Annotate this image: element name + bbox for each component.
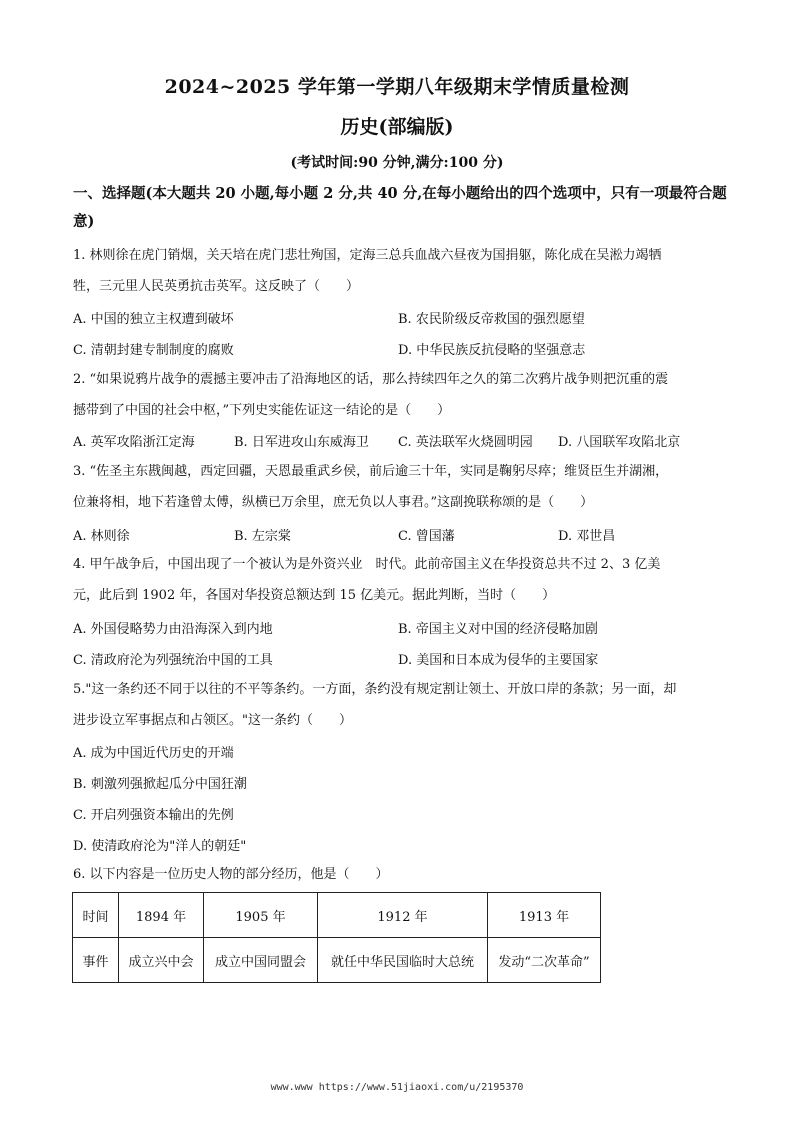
question-line: 牲，三元里人民英勇抗击英军。这反映了（ ） — [73, 279, 360, 294]
question-line: 撼带到了中国的社会中枢，”下列史实能佐证这一结论的是（ ） — [73, 403, 451, 418]
q2-option-b: B. 日军进攻山东威海卫 — [234, 435, 369, 450]
exam-info: (考试时间:90 分钟,满分:100 分) — [290, 155, 504, 171]
question-line: 4. 甲午战争后，中国出现了一个被认为是外资兴业 时代。此前帝国主义在华投资总共不过 2、3 亿美 — [73, 557, 661, 572]
question-line: 进步设立军事据点和占领区。"这一条约（ ） — [73, 713, 352, 728]
table-cell: 1913 年 — [488, 893, 601, 938]
question-1-stem — [73, 240, 723, 302]
question-line: 6. 以下内容是一位历史人物的部分经历，他是（ ） — [73, 867, 389, 882]
q2-option-c: C. 英法联军火烧圆明园 — [398, 435, 533, 450]
table-cell: 成立兴中会 — [119, 938, 204, 983]
q5-option-b: B. 刺激列强掀起瓜分中国狂潮 — [73, 777, 247, 792]
q4-option-d: D. 美国和日本成为侵华的主要国家 — [398, 653, 599, 668]
table-cell: 成立中国同盟会 — [204, 938, 318, 983]
table-cell: 1894 年 — [119, 893, 204, 938]
table-cell: 发动“二次革命” — [488, 938, 601, 983]
q2-option-a: A. 英军攻陷浙江定海 — [73, 435, 195, 450]
table-row — [73, 938, 601, 983]
q1-option-b: B. 农民阶级反帝救国的强烈愿望 — [398, 312, 585, 327]
q2-option-d: D. 八国联军攻陷北京 — [558, 435, 681, 450]
question-6-stem — [73, 859, 723, 890]
q5-option-d: D. 使清政府沦为"洋人的朝廷" — [73, 839, 247, 854]
table-cell: 1912 年 — [318, 893, 488, 938]
footer-watermark: www.www https://www.51jiaoxi.com/u/2195370 — [270, 1082, 524, 1093]
question-line: 5."这一条约还不同于以往的不平等条约。一方面，条约没有规定割让领土、开放口岸的条款；另一面，却 — [73, 682, 677, 697]
question-4-stem — [73, 549, 723, 611]
section-heading: 一、选择题(本大题共 20 小题,每小题 2 分,共 40 分,在每小题给出的四个选项中，只有一项最符合题意) — [73, 185, 727, 230]
q3-option-c: C. 曾国藩 — [398, 529, 455, 544]
table-cell: 时间 — [73, 893, 119, 938]
question-line: 元，此后到 1902 年，各国对华投资总额达到 15 亿美元。据此判断，当时（ ） — [73, 588, 556, 603]
question-line: 位兼将相，地下若逢曾太傅，纵横已万余里，庶无负以人事君。”这副挽联称颂的是（ ） — [73, 495, 594, 510]
question-line: 2. “如果说鸦片战争的震撼主要冲击了沿海地区的话，那么持续四年之久的第二次鸦片战争则把沉重的震 — [73, 372, 669, 387]
exam-title: 2024~2025 学年第一学期八年级期末学情质量检测 — [164, 76, 630, 98]
q3-option-d: D. 邓世昌 — [558, 529, 616, 544]
q4-option-c: C. 清政府沦为列强统治中国的工具 — [73, 653, 273, 668]
q3-option-b: B. 左宗棠 — [234, 529, 291, 544]
q1-option-c: C. 清朝封建专制制度的腐败 — [73, 343, 234, 358]
question-line: 3. “佐圣主东戡闽越，西定回疆，天恩最重武乡侯，前后逾三十年，实同是鞠躬尽瘁；维贤臣生并湖湘， — [73, 464, 669, 479]
table-row — [73, 893, 601, 938]
q3-option-a: A. 林则徐 — [73, 529, 130, 544]
q5-option-a: A. 成为中国近代历史的开端 — [73, 746, 234, 761]
events-table — [72, 892, 601, 983]
question-3-stem — [73, 456, 723, 518]
q5-option-c: C. 开启列强资本输出的先例 — [73, 808, 234, 823]
subject-title: 历史(部编版) — [340, 116, 454, 138]
question-2-stem — [73, 364, 723, 426]
table-cell: 1905 年 — [204, 893, 318, 938]
question-line: 1. 林则徐在虎门销烟，关天培在虎门悲壮殉国，定海三总兵血战六昼夜为国捐躯，陈化成在吴淞力竭牺 — [73, 248, 662, 263]
q1-option-d: D. 中华民族反抗侵略的坚强意志 — [398, 343, 586, 358]
q4-option-a: A. 外国侵略势力由沿海深入到内地 — [73, 622, 273, 637]
q1-option-a: A. 中国的独立主权遭到破坏 — [73, 312, 234, 327]
question-5-stem — [73, 674, 723, 736]
table-cell: 就任中华民国临时大总统 — [318, 938, 488, 983]
q4-option-b: B. 帝国主义对中国的经济侵略加剧 — [398, 622, 598, 637]
table-cell: 事件 — [73, 938, 119, 983]
